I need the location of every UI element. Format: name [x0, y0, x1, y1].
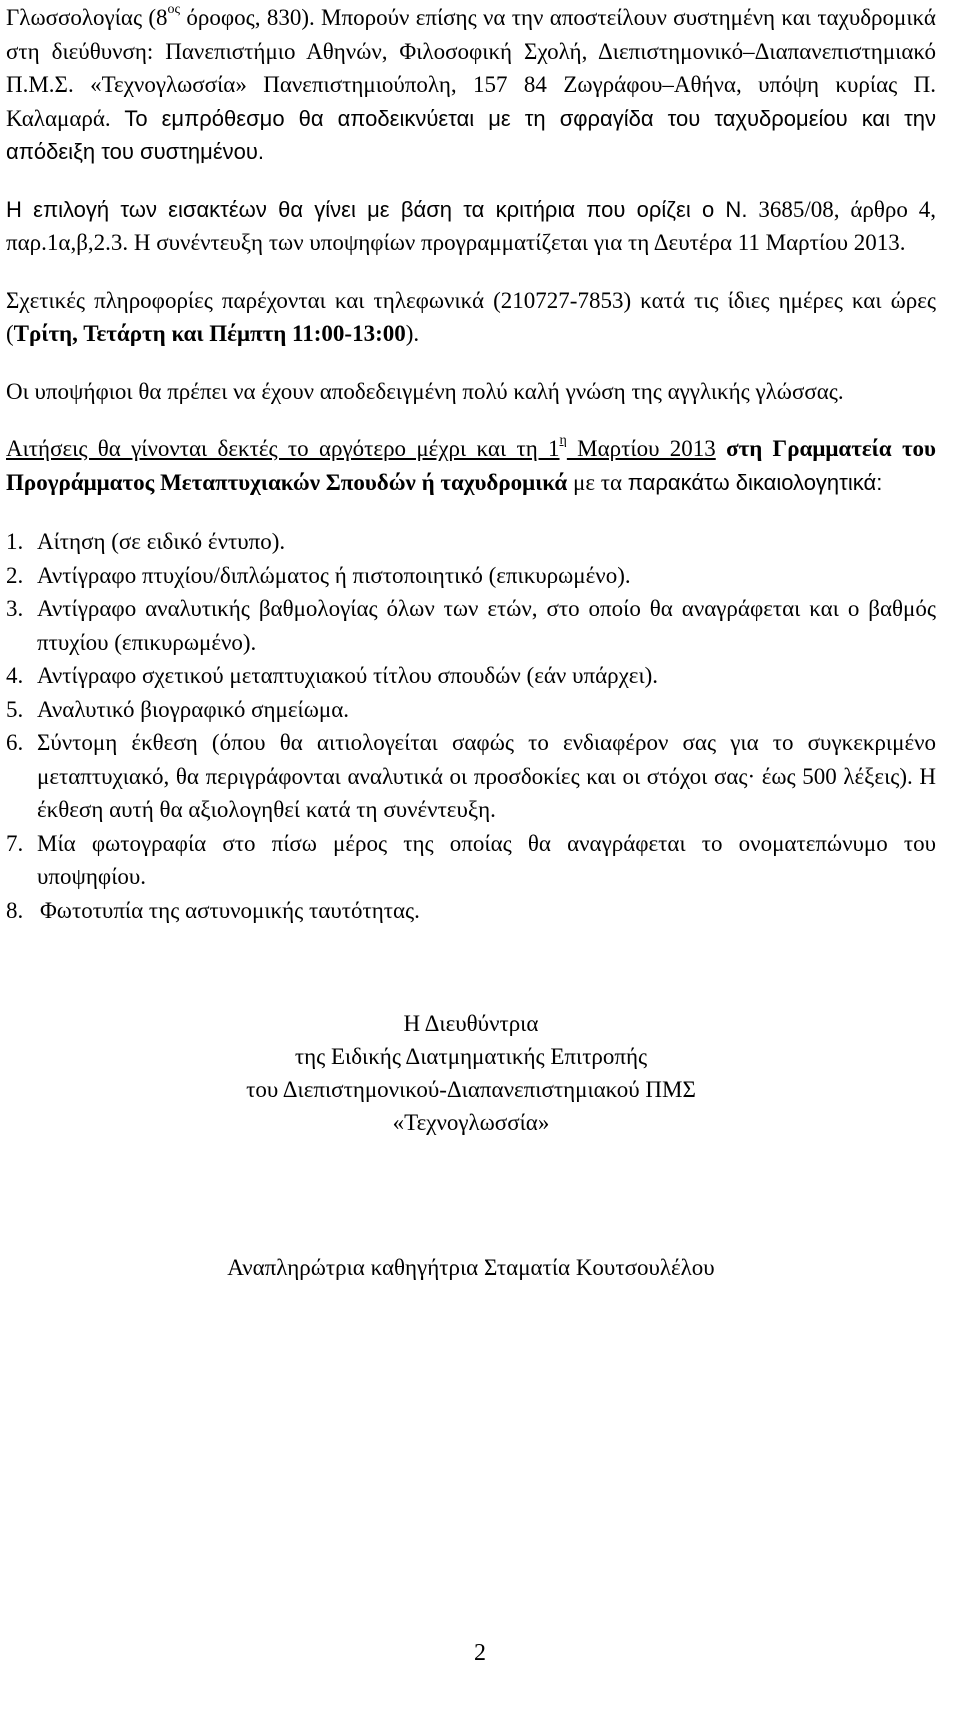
paragraph-text: με τα: [567, 469, 628, 495]
contact-hours: Τρίτη, Τετάρτη και Πέμπτη 11:00-13:00: [13, 321, 406, 346]
list-item: 2. Αντίγραφο πτυχίου/διπλώματος ή πιστοποιητικό (επικυρωμένο).: [6, 562, 631, 588]
list-item: 5. Αναλυτικό βιογραφικό σημείωμα.: [6, 696, 349, 722]
paragraph-selection-criteria: [6, 193, 936, 260]
paragraph-text: Η επιλογή των εισακτέων θα γίνει με βάση τα κριτήρια που ορίζει ο Ν.: [6, 196, 748, 222]
signer-name: Αναπληρώτρια καθηγήτρια Σταματία Κουτσουλέλου: [227, 1255, 715, 1280]
paragraph-text: ).: [405, 321, 420, 346]
paragraph-application-deadline: [6, 432, 936, 499]
paragraph-contact-info: [6, 284, 936, 351]
list-item: 4. Αντίγραφο σχετικού μεταπτυχιακού τίτλου σπουδών (εάν υπάρχει).: [6, 663, 659, 688]
paragraph-text: όροφος, 830). Μπορούν επίσης να την αποστείλουν συστημένη και ταχυδρομικά στη διεύθυνση: Πανεπιστήμιο Αθηνών, Φιλοσοφική Σχολή, Διεπιστημονικό–Διαπανεπιστημιακό Π.Μ.Σ. «Τεχνογλωσσία» Πανεπιστημιούπολη, 157 84 Ζωγράφου–Αθήνα, υπόψη κυρίας Π. Καλαμαρά.: [6, 5, 936, 131]
deadline-text: Αιτήσεις θα γίνονται δεκτές το αργότερο μέχρι και τη 1: [6, 436, 560, 461]
signature-block: [6, 1007, 936, 1139]
list-item: 8. Φωτοτυπία της αστυνομικής ταυτότητας.: [6, 897, 420, 923]
list-item: 3. Αντίγραφο αναλυτικής βαθμολογίας όλων των ετών, στο οποίο θα αναγράφεται και ο βαθμός πτυχίου (επικυρωμένο).: [6, 596, 936, 655]
paragraph-text: παρακάτω δικαιολογητικά:: [627, 469, 883, 495]
signature-committee: της Ειδικής Διατμηματικής Επιτροπής: [294, 1044, 648, 1069]
deadline-date: Μαρτίου 2013: [566, 436, 716, 461]
list-item: 1. Αίτηση (σε ειδικό έντυπο).: [6, 529, 286, 554]
paragraph-text: Γλωσσολογίας (8: [6, 5, 168, 30]
paragraph-text: Σχετικές πληροφορίες παρέχονται και τηλεφωνικά (210727-7853) κατά τις ίδιες ημέρες και ώρες (: [6, 287, 936, 346]
ordinal-superscript: ος: [167, 2, 181, 18]
paragraph-text: Το εμπρόθεσμο θα αποδεικνύεται με τη σφραγίδα του ταχυδρομείου και την απόδειξη του συστημένου.: [6, 105, 936, 164]
paragraph-english-requirement: Οι υποψήφιοι θα πρέπει να έχουν αποδεδειγμένη πολύ καλή γνώση της αγγλικής γλώσσας.: [6, 378, 844, 404]
paragraph-submission-address: [6, 1, 936, 169]
ordinal-superscript: η: [559, 433, 567, 449]
signature-program-name: «Τεχνογλωσσία»: [392, 1110, 550, 1135]
submission-location: στη Γραμματεία του Προγράμματος Μεταπτυχιακών Σπουδών ή ταχυδρομικά: [6, 436, 936, 495]
page-number: 2: [474, 1640, 486, 1666]
list-item: 7. Μία φωτογραφία στο πίσω μέρος της οποίας θα αναγράφεται το ονοματεπώνυμο του υποψηφίου.: [6, 830, 936, 889]
required-documents-list: [6, 525, 936, 927]
signature-title: Η Διευθύντρια: [403, 1011, 539, 1036]
signature-program: του Διεπιστημονικού-Διαπανεπιστημιακού ΠΜΣ: [246, 1077, 696, 1102]
paragraph-text: 3685/08, άρθρο 4, παρ.1α,β,2.3. Η συνέντευξη των υποψηφίων προγραμματίζεται για τη Δευτέρα 11 Μαρτίου 2013.: [6, 196, 936, 255]
list-item: 6. Σύντομη έκθεση (όπου θα αιτιολογείται σαφώς το ενδιαφέρον σας για το συγκεκριμένο μεταπτυχιακό, θα περιγράφονται αναλυτικά οι προσδοκίες και οι στόχοι σας· έως 500 λέξεις). Η έκθεση αυτή θα αξιολογηθεί κατά τη συνέντευξη.: [6, 730, 936, 822]
document-page: [6, 0, 936, 1284]
